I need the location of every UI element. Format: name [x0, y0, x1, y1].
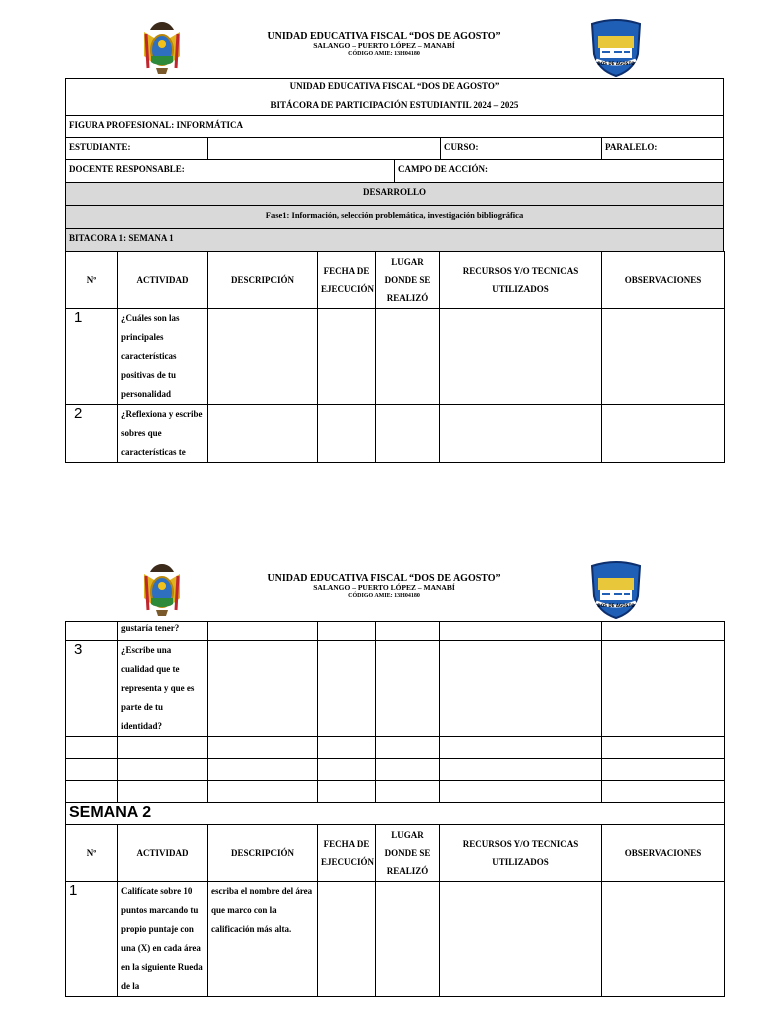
amie-code: CÓDIGO AMIE: 13H04180	[348, 51, 420, 57]
semana1-table	[65, 251, 725, 463]
school-shield-logo-icon	[588, 560, 644, 620]
col-header-actividad: ACTIVIDAD	[118, 825, 208, 882]
col-header-recursos: RECURSOS Y/O TECNICAS UTILIZADOS	[440, 825, 602, 882]
cell-descripcion[interactable]	[208, 781, 318, 803]
school-location: SALANGO – PUERTO LÓPEZ – MANABÍ	[313, 41, 455, 50]
table-row	[66, 781, 725, 803]
row-number: 3	[66, 641, 118, 737]
activity-text: ¿Cuáles son las principales características positivas de tu personalidad	[118, 309, 208, 405]
cell-actividad[interactable]	[118, 781, 208, 803]
activity-continuation: gustaría tener?	[118, 622, 208, 641]
figura-profesional: FIGURA PROFESIONAL: INFORMÁTICA	[65, 115, 724, 138]
table-row	[66, 309, 725, 405]
cell-lugar[interactable]	[376, 309, 440, 405]
school-location: SALANGO – PUERTO LÓPEZ – MANABÍ	[313, 583, 455, 592]
col-header-n: Nº	[66, 825, 118, 882]
cell-descripcion[interactable]	[208, 309, 318, 405]
cell-descripcion[interactable]	[208, 737, 318, 759]
curso-field[interactable]: CURSO:	[440, 137, 602, 160]
desarrollo-heading: DESARROLLO	[65, 182, 724, 206]
cell-recursos[interactable]	[440, 641, 602, 737]
cell-recursos[interactable]	[440, 309, 602, 405]
cell-fecha[interactable]	[318, 641, 376, 737]
cell-fecha[interactable]	[318, 882, 376, 997]
amie-code: CÓDIGO AMIE: 13H04180	[348, 593, 420, 599]
bitacora-heading: BITACORA 1: SEMANA 1	[65, 228, 724, 252]
col-header-n: Nº	[66, 252, 118, 309]
docente-field[interactable]: DOCENTE RESPONSABLE:	[65, 159, 395, 183]
cell-actividad[interactable]	[118, 759, 208, 781]
page2-header	[0, 560, 768, 620]
table-row	[66, 737, 725, 759]
cell-descripcion[interactable]	[208, 622, 318, 641]
form-title-school: UNIDAD EDUCATIVA FISCAL “DOS DE AGOSTO”	[289, 81, 500, 91]
cell-observaciones[interactable]	[602, 781, 725, 803]
cell-fecha[interactable]	[318, 309, 376, 405]
cell-lugar[interactable]	[376, 781, 440, 803]
cell-actividad[interactable]	[118, 737, 208, 759]
activity-text: Califícate sobre 10 puntos marcando tu propio puntaje con una (X) en cada área en la siguiente Rueda de la	[118, 882, 208, 997]
cell-observaciones[interactable]	[602, 405, 725, 463]
semana2-row	[66, 803, 725, 825]
activity-text: ¿Reflexiona y escribe sobres que características te	[118, 405, 208, 463]
table-header-row	[66, 252, 725, 309]
col-header-descripcion: DESCRIPCIÓN	[208, 825, 318, 882]
cell-n	[66, 622, 118, 641]
cell-fecha[interactable]	[318, 759, 376, 781]
page1-header	[0, 18, 768, 78]
col-header-fecha: FECHA DE EJECUCIÓN	[318, 825, 376, 882]
school-shield-logo-icon	[588, 18, 644, 78]
cell-lugar[interactable]	[376, 882, 440, 997]
row-number: 2	[66, 405, 118, 463]
form-title-bitacora: BITÁCORA DE PARTICIPACIÓN ESTUDIANTIL 2024 – 2025	[270, 100, 519, 110]
cell-lugar[interactable]	[376, 737, 440, 759]
col-header-recursos: RECURSOS Y/O TECNICAS UTILIZADOS	[440, 252, 602, 309]
cell-descripcion[interactable]	[208, 759, 318, 781]
cell-fecha[interactable]	[318, 737, 376, 759]
cell-descripcion[interactable]	[208, 405, 318, 463]
campo-accion-field[interactable]: CAMPO DE ACCIÓN:	[394, 159, 724, 183]
cell-recursos[interactable]	[440, 882, 602, 997]
cell-recursos[interactable]	[440, 405, 602, 463]
row-number: 1	[66, 882, 118, 997]
col-header-fecha: FECHA DE EJECUCIÓN	[318, 252, 376, 309]
semana2-heading: SEMANA 2	[66, 803, 725, 825]
table-row	[66, 882, 725, 997]
school-name: UNIDAD EDUCATIVA FISCAL “DOS DE AGOSTO”	[267, 31, 501, 42]
form-title	[65, 78, 724, 116]
cell-lugar[interactable]	[376, 641, 440, 737]
col-header-lugar: LUGAR DONDE SE REALIZÓ	[376, 252, 440, 309]
table-row	[66, 405, 725, 463]
cell-descripcion[interactable]	[208, 641, 318, 737]
cell-lugar[interactable]	[376, 759, 440, 781]
col-header-actividad: ACTIVIDAD	[118, 252, 208, 309]
table-header-row	[66, 825, 725, 882]
cell-recursos[interactable]	[440, 622, 602, 641]
descripcion-text: escriba el nombre del área que marco con la calificación más alta.	[208, 882, 318, 997]
col-header-observaciones: OBSERVACIONES	[602, 252, 725, 309]
svg-text:DOS DE AGOSTO: DOS DE AGOSTO	[597, 61, 635, 66]
table-row	[66, 759, 725, 781]
estudiante-field[interactable]	[207, 137, 441, 160]
table-row	[66, 641, 725, 737]
school-name: UNIDAD EDUCATIVA FISCAL “DOS DE AGOSTO”	[267, 573, 501, 584]
cell-observaciones[interactable]	[602, 737, 725, 759]
cell-observaciones[interactable]	[602, 759, 725, 781]
table-row	[66, 622, 725, 641]
cell-observaciones[interactable]	[602, 622, 725, 641]
cell-n[interactable]	[66, 737, 118, 759]
col-header-descripcion: DESCRIPCIÓN	[208, 252, 318, 309]
svg-text:DOS DE AGOSTO: DOS DE AGOSTO	[597, 603, 635, 608]
cell-lugar[interactable]	[376, 622, 440, 641]
col-header-lugar: LUGAR DONDE SE REALIZÓ	[376, 825, 440, 882]
cell-observaciones[interactable]	[602, 309, 725, 405]
cell-observaciones[interactable]	[602, 641, 725, 737]
cell-observaciones[interactable]	[602, 882, 725, 997]
cell-n[interactable]	[66, 781, 118, 803]
paralelo-field[interactable]: PARALELO:	[601, 137, 724, 160]
cell-fecha[interactable]	[318, 622, 376, 641]
cell-fecha[interactable]	[318, 405, 376, 463]
fase-heading: Fase1: Información, selección problemática, investigación bibliográfica	[65, 205, 724, 229]
cell-recursos[interactable]	[440, 759, 602, 781]
semana1-continuation-table	[65, 621, 725, 997]
col-header-observaciones: OBSERVACIONES	[602, 825, 725, 882]
cell-recursos[interactable]	[440, 781, 602, 803]
row-number: 1	[66, 309, 118, 405]
cell-lugar[interactable]	[376, 405, 440, 463]
cell-recursos[interactable]	[440, 737, 602, 759]
cell-fecha[interactable]	[318, 781, 376, 803]
cell-n[interactable]	[66, 759, 118, 781]
activity-text: ¿Escribe una cualidad que te representa y que es parte de tu identidad?	[118, 641, 208, 737]
estudiante-label: ESTUDIANTE:	[65, 137, 208, 160]
